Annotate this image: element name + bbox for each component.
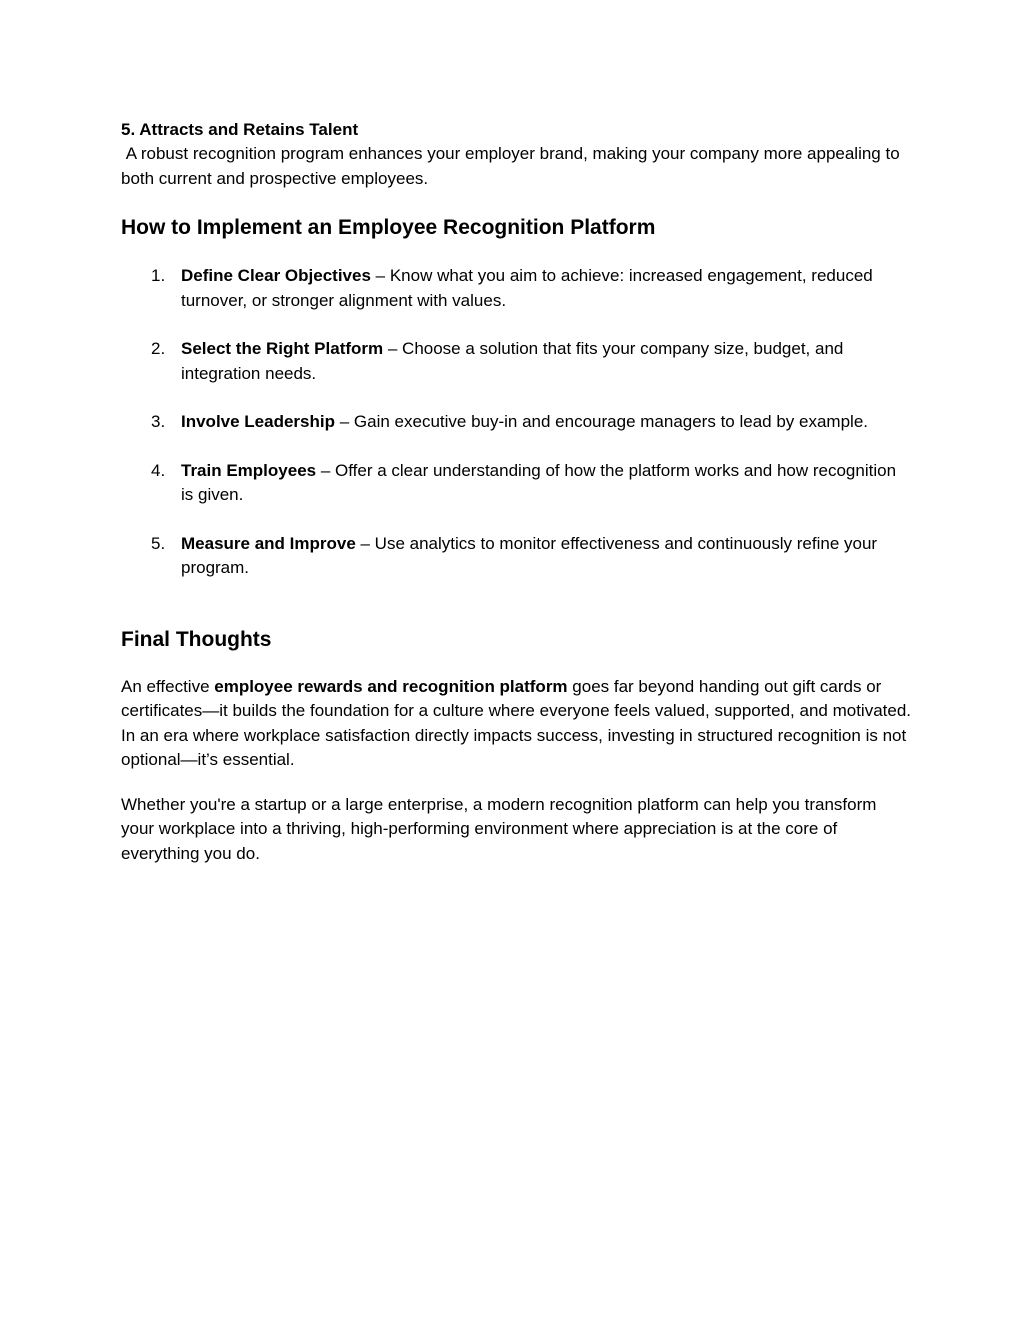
section-5-body: A robust recognition program enhances your employer brand, making your company more appealing to both current and prospective employees.	[121, 144, 905, 188]
list-item	[121, 459, 911, 508]
list-item	[121, 410, 911, 435]
step-number: 1.	[151, 266, 166, 285]
step-label: Measure and Improve	[181, 533, 356, 553]
final-p1-bold: employee rewards and recognition platform	[214, 676, 568, 696]
list-item	[121, 264, 911, 313]
final-thoughts-heading: Final Thoughts	[121, 627, 272, 651]
step-text: – Gain executive buy-in and encourage managers to lead by example.	[335, 412, 868, 431]
step-label: Train Employees	[181, 460, 317, 480]
step-number: 4.	[151, 460, 166, 480]
step-number: 3.	[151, 412, 166, 431]
list-item	[121, 337, 911, 386]
step-text: – Know what you aim to achieve: increased engagement, reduced turnover, or stronger alignment with values.	[181, 266, 873, 310]
step-text: – Choose a solution that fits your company size, budget, and integration needs.	[181, 339, 844, 383]
step-number: 2.	[151, 339, 166, 358]
document-page	[121, 118, 911, 866]
final-paragraph-2: Whether you're a startup or a large enterprise, a modern recognition platform can help you transform your workplace into a thriving, high-performing environment where appreciation is at the core of everything you do.	[121, 794, 877, 863]
step-label: Define Clear Objectives	[181, 266, 371, 285]
step-text: – Offer a clear understanding of how the platform works and how recognition is given.	[181, 460, 897, 504]
implement-heading: How to Implement an Employee Recognition Platform	[121, 216, 656, 239]
step-label: Select the Right Platform	[181, 339, 384, 358]
step-label: Involve Leadership	[181, 412, 335, 431]
step-number: 5.	[151, 533, 166, 553]
list-item	[121, 532, 911, 581]
final-p1-before: An effective	[121, 676, 215, 696]
final-paragraph-1	[121, 675, 911, 773]
final-p1-after: goes far beyond handing out gift cards or certificates—it builds the foundation for a culture where everyone feels valued, supported, and motivated. In an era where workplace satisfaction directly impacts success, investing in structured recognition is not optional—it’s essential.	[121, 676, 912, 769]
implementation-steps-list	[121, 264, 911, 581]
section-5-title: 5. Attracts and Retains Talent	[121, 120, 359, 139]
step-text: – Use analytics to monitor effectiveness and continuously refine your program.	[181, 533, 878, 577]
